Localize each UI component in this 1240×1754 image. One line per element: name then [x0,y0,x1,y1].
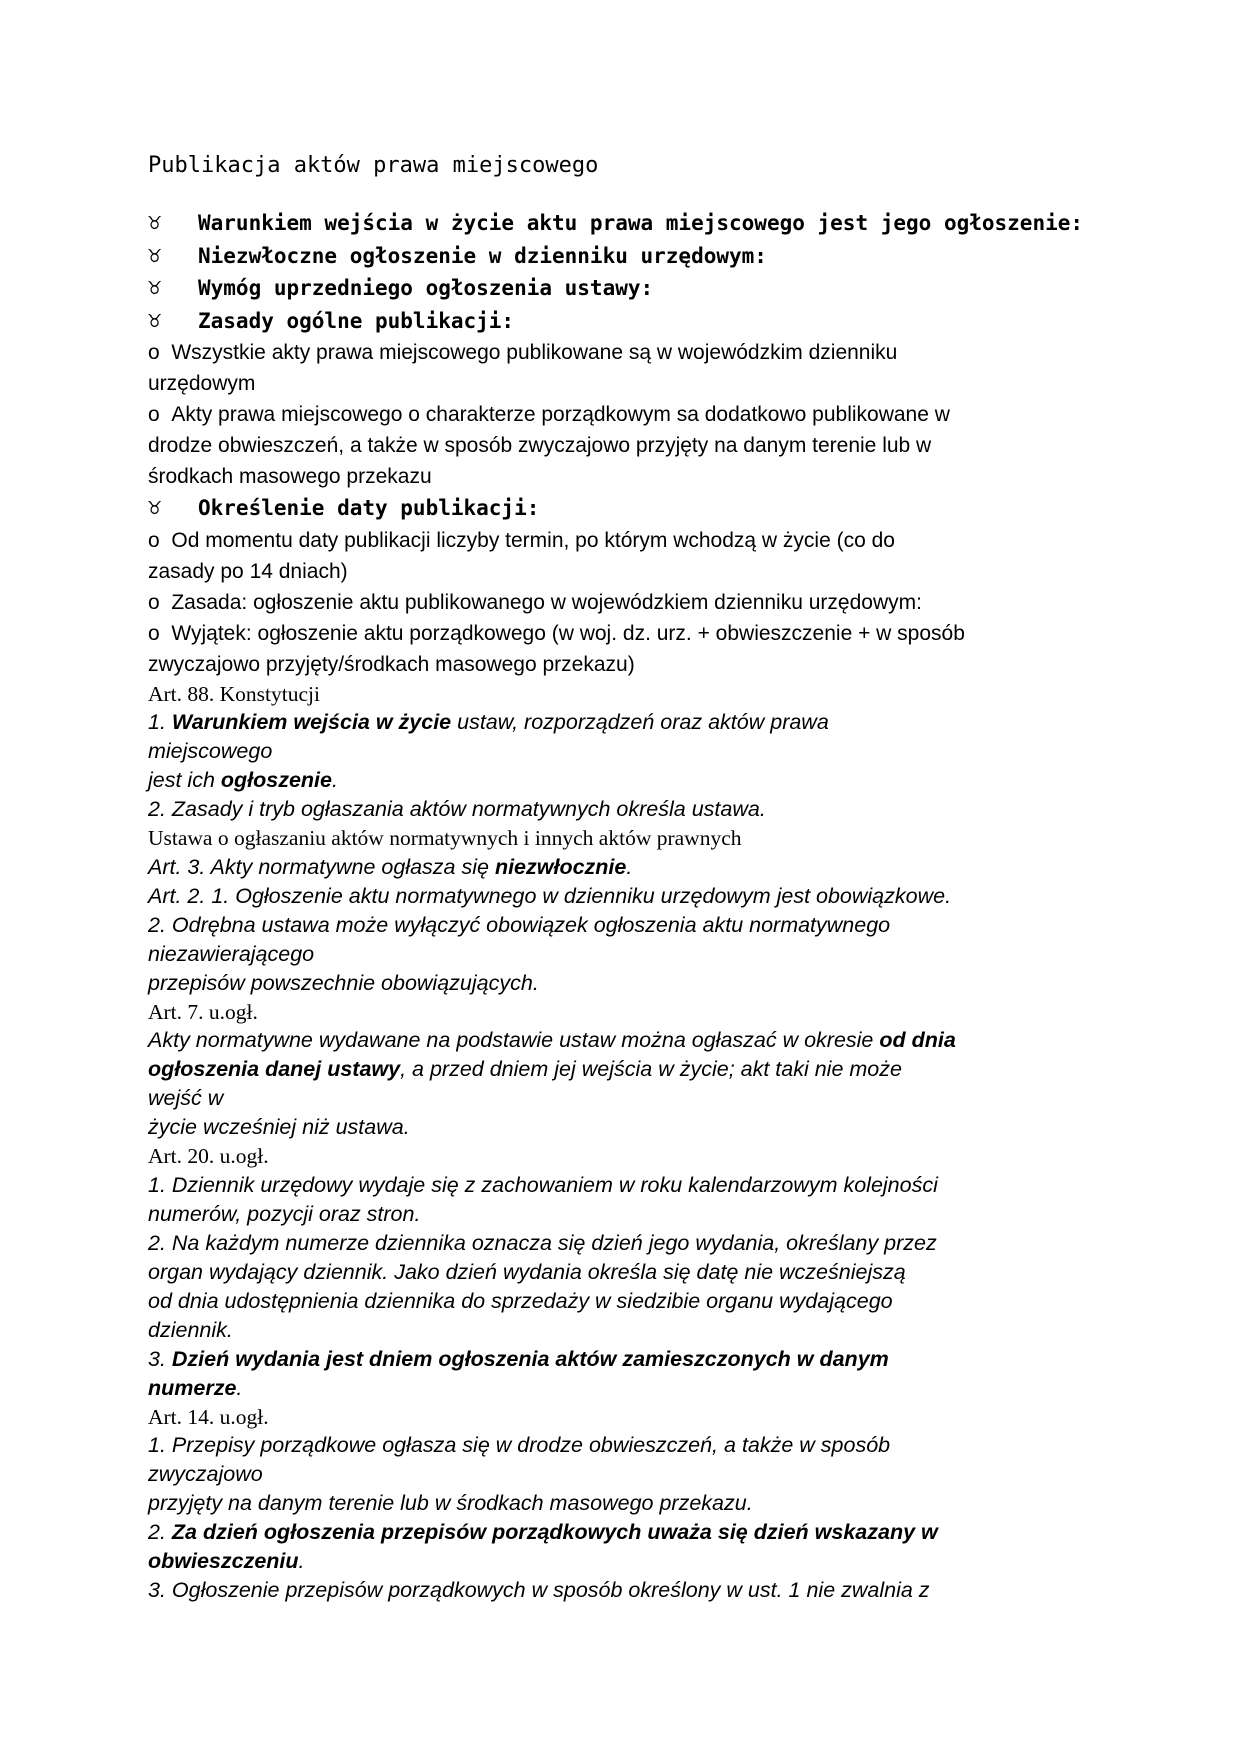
article-heading: Art. 88. Konstytucji [148,681,320,706]
list-item-continuation: drodze obwieszczeń, a także w sposób zwyczajowo przyjęty na danym terenie lub w [148,434,932,457]
circle-bullet-icon: o [148,341,160,364]
heading-wymog: ♉ Wymóg uprzedniego ogłoszenia ustawy: [148,272,1108,305]
text-line: 2. Za dzień ogłoszenia przepisów porządkowych uważa się dzień wskazany w [148,1520,938,1544]
text-line: 3. Dzień wydania jest dniem ogłoszenia aktów zamieszczonych w danym [148,1346,889,1371]
text-line: wejść w [148,1086,224,1110]
text-line: dziennik. [148,1317,233,1342]
text-line: organ wydający dziennik. Jako dzień wydania określa się datę nie wcześniejszą [148,1259,906,1284]
heading-niezwloczne: ♉ Niezwłoczne ogłoszenie w dzienniku urzędowym: [148,240,1108,273]
text-line: Art. 3. Akty normatywne ogłasza się niezwłocznie. [148,854,633,879]
text-line: życie wcześniej niż ustawa. [148,1115,410,1139]
text-line: 1. Warunkiem wejścia w życie ustaw, rozporządzeń oraz aktów prawa [148,710,829,734]
list-item-continuation: środkach masowego przekazu [148,465,432,488]
circle-bullet-icon: o [148,403,160,426]
text-line: zwyczajowo [148,1462,263,1486]
text-line: jest ich ogłoszenie. [148,768,338,792]
document-page [148,150,1108,1605]
text-line: od dnia udostępnienia dziennika do sprzedaży w siedzibie organu wydającego [148,1288,893,1313]
text-line: przepisów powszechnie obowiązujących. [148,970,539,995]
text-line: numerze. [148,1375,243,1400]
taurus-bullet-icon: ♉ [148,275,162,300]
document-title: Publikacja aktów prawa miejscowego [148,153,599,178]
heading-zasady: ♉ Zasady ogólne publikacji: [148,305,1108,338]
text-line: 2. Zasady i tryb ogłaszania aktów normatywnych określa ustawa. [148,797,766,821]
text-line: Art. 2. 1. Ogłoszenie aktu normatywnego w dzienniku urzędowym jest obowiązkowe. [148,883,952,908]
text-line: przyjęty na danym terenie lub w środkach masowego przekazu. [148,1491,753,1515]
text-line: 2. Odrębna ustawa może wyłączyć obowiązek ogłoszenia aktu normatywnego [148,912,891,937]
text-line: numerów, pozycji oraz stron. [148,1201,421,1226]
article-heading: Art. 20. u.ogł. [148,1144,269,1168]
text-line: niezawierającego [148,941,315,966]
article-heading: Ustawa o ogłaszaniu aktów normatywnych i innych aktów prawnych [148,826,742,850]
circle-bullet-icon: o [148,528,160,552]
taurus-bullet-icon: ♉ [148,307,162,333]
list-item: o Akty prawa miejscowego o charakterze porządkowym sa dodatkowo publikowane w [148,403,950,426]
taurus-bullet-icon: ♉ [148,242,162,268]
heading-warunkiem: ♉ Warunkiem wejścia w życie aktu prawa miejscowego jest jego ogłoszenie: [148,207,1108,240]
circle-bullet-icon: o [148,590,160,614]
article-heading: Art. 7. u.ogł. [148,999,258,1024]
text-line: 1. Dziennik urzędowy wydaje się z zachowaniem w roku kalendarzowym kolejności [148,1172,938,1197]
taurus-bullet-icon: ♉ [148,210,162,235]
list-item: o Zasada: ogłoszenie aktu publikowanego w wojewódzkiem dzienniku urzędowym: [148,590,922,614]
list-item-continuation: zwyczajowo przyjęty/środkach masowego przekazu) [148,652,635,676]
text-line: ogłoszenia danej ustawy, a przed dniem jej wejścia w życie; akt taki nie może [148,1057,902,1081]
article-heading: Art. 14. u.ogł. [148,1404,269,1429]
list-item-continuation: zasady po 14 dniach) [148,559,348,583]
text-line: 2. Na każdym numerze dziennika oznacza się dzień jego wydania, określany przez [148,1230,937,1255]
text-line: miejscowego [148,739,273,763]
list-item: o Wszystkie akty prawa miejscowego publikowane są w wojewódzkim dzienniku [148,341,898,364]
list-item: o Wyjątek: ogłoszenie aktu porządkowego (w woj. dz. urz. + obwieszczenie + w sposób [148,621,965,645]
list-item: o Od momentu daty publikacji liczyby termin, po którym wchodzą w życie (co do [148,528,895,552]
taurus-bullet-icon: ♉ [148,495,162,520]
heading-okreslenie: ♉ Określenie daty publikacji: [148,492,1108,525]
text-line: 1. Przepisy porządkowe ogłasza się w drodze obwieszczeń, a także w sposób [148,1433,891,1457]
text-line: 3. Ogłoszenie przepisów porządkowych w sposób określony w ust. 1 nie zwalnia z [148,1578,930,1602]
text-line: obwieszczeniu. [148,1549,305,1573]
text-line: Akty normatywne wydawane na podstawie ustaw można ogłaszać w okresie od dnia [148,1028,956,1052]
list-item-continuation: urzędowym [148,372,256,395]
circle-bullet-icon: o [148,621,160,645]
